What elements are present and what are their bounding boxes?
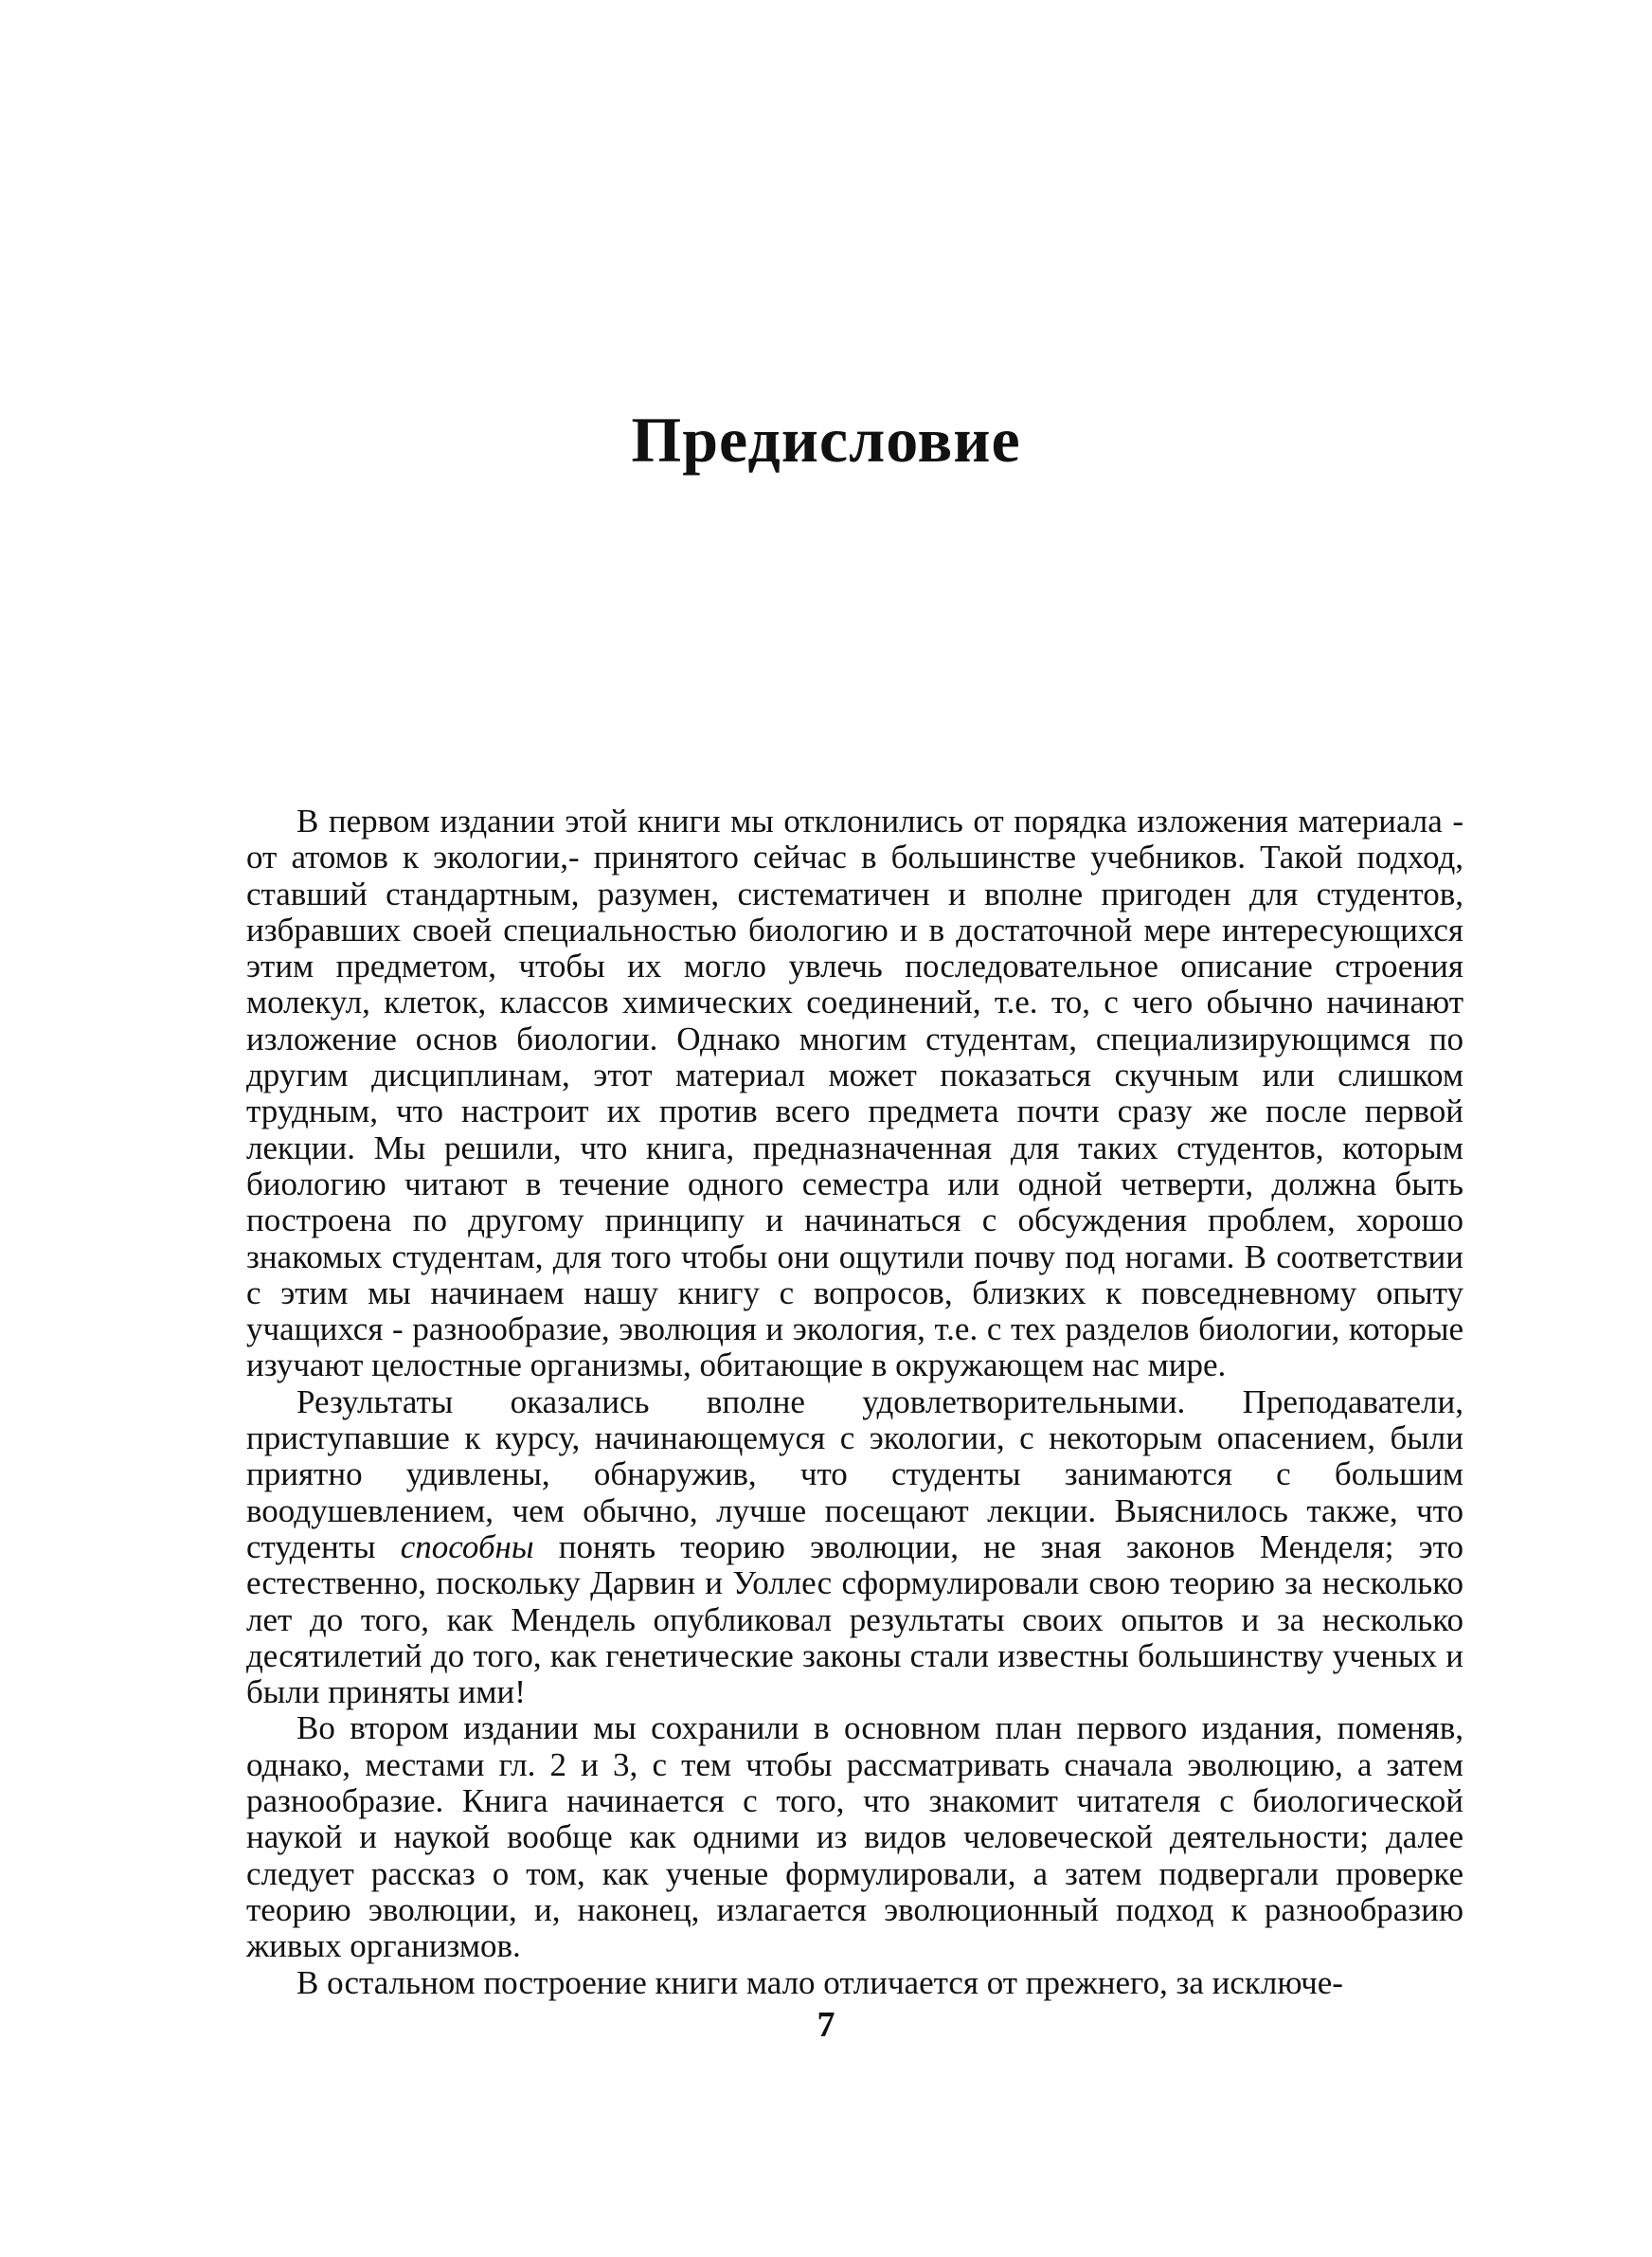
- page-number: 7: [817, 2005, 835, 2045]
- paragraph-2: [246, 1384, 1463, 1711]
- paragraph-3: [246, 1710, 1463, 1964]
- paragraph-4: [246, 1965, 1463, 2001]
- paragraph-2-text-before: Результаты оказались вполне удовлетворительными. Преподаватели, приступавшие к курсу, начинающемуся с экологии, с некоторым опасением, были приятно удивлены, обнаружив, что студенты занимаются с большим воодушевлением, чем обычно, лучше посещают лекции. Выяснилось также, что студенты: [246, 1382, 1463, 1565]
- paragraph-2-emphasis: способны: [400, 1527, 534, 1565]
- paragraph-2-text-after: понять теорию эволюции, не зная законов Менделя; это естественно, поскольку Дарвин и Уоллес сформулировали свою теорию за несколько лет до того, как Мендель опубликовал результаты своих опытов и за несколько десятилетий до того, как генетические законы стали известны большинству ученых и были приняты ими!: [246, 1527, 1463, 1711]
- paragraph-1: [246, 803, 1463, 1384]
- chapter-title: Предисловие: [631, 404, 1021, 476]
- paragraph-4-text: В остальном построение книги мало отличается от прежнего, за исключе-: [296, 1963, 1343, 2001]
- paragraph-1-text: В первом издании этой книги мы отклонились от порядка изложения материала - от атомов к экологии,- принятого сейчас в большинстве учебников. Такой подход, ставший стандартным, разумен, систематичен и вполне пригоден для студентов, избравших своей специальностью биологию и в достаточной мере интересующихся этим предметом, чтобы их могло увлечь последовательное описание строения молекул, клеток, классов химических соединений, т.е. то, с чего обычно начинают изложение основ биологии. Однако многим студентам, специализирующимся по другим дисциплинам, этот материал может показаться скучным или слишком трудным, что настроит их против всего предмета почти сразу же после первой лекции. Мы решили, что книга, предназначенная для таких студентов, которым биологию читают в течение одного семестра или одной четверти, должна быть построена по другому принципу и начинаться с обсуждения проблем, хорошо знакомых студентам, для того чтобы они ощутили почву под ногами. В соответствии с этим мы начинаем нашу книгу с вопросов, близких к повседневному опыту учащихся - разнообразие, эволюция и экология, т.е. с тех разделов биологии, которые изучают целостные организмы, обитающие в окружающем нас мире.: [246, 803, 1463, 1384]
- preface-body: [246, 803, 1463, 2001]
- paragraph-3-text: Во втором издании мы сохранили в основном план первого издания, поменяв, однако, местами гл. 2 и 3, с тем чтобы рассматривать сначала эволюцию, а затем разнообразие. Книга начинается с того, что знакомит читателя с биологической наукой и наукой вообще как одними из видов человеческой деятельности; далее следует рассказ о том, как ученые формулировали, а затем подвергали проверке теорию эволюции, и, наконец, излагается эволюционный подход к разнообразию живых организмов.: [246, 1709, 1463, 1965]
